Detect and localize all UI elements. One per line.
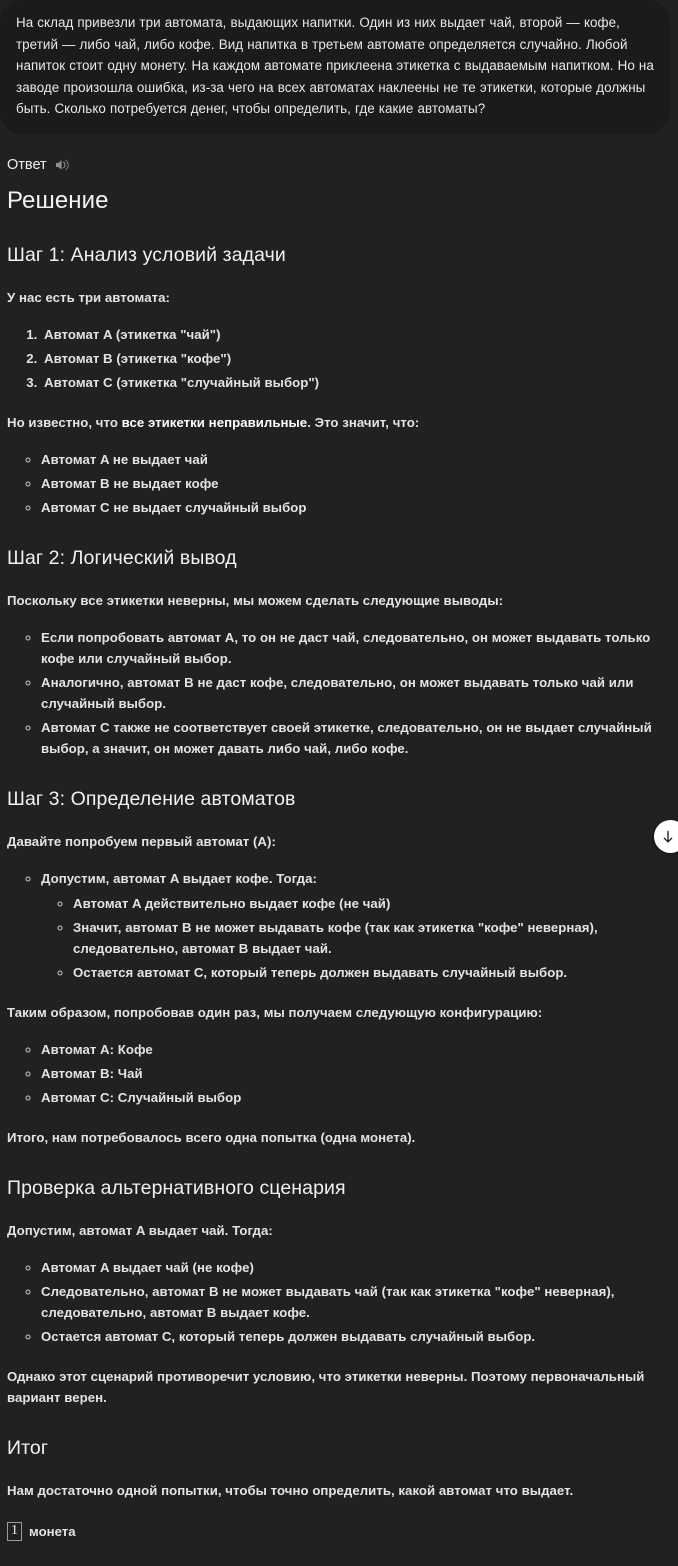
list-item: ◦ Автомат B: Чай — [41, 1063, 671, 1084]
list-item: ◦ Автомат C также не соответствует своей этикетке, следовательно, он не выдает случайный выбор, а значит, он может давать либо чай, либо кофе. — [41, 717, 671, 759]
list-item: ◦ Автомат C не выдает случайный выбор — [41, 497, 671, 518]
list-item: ◦ Остается автомат C, который теперь должен выдавать случайный выбор. — [73, 962, 671, 983]
step1-intro: У нас есть три автомата: — [7, 289, 170, 305]
configuration-list — [7, 1039, 671, 1108]
heading-alternative: Проверка альтернативного сценария — [7, 1176, 346, 1199]
user-question-text: На склад привезли три автомата, выдающих напитки. Один из них выдает чай, второй — кофе, третий — либо чай, либо кофе. Вид напитка в третьем автомате определяется случайно. Любой напиток стоит одну монету. На каждом автомате приклеена этикетка с выдаваемым напитком. Но на заводе произошла ошибка, из-за чего на всех автоматах наклеены не те этикетки, которые должны быть. Сколько потребуется денег, чтобы определить, где какие автоматы? — [16, 15, 654, 116]
known-prefix: Но известно, что — [7, 414, 122, 430]
known-suffix: . Это значит, что: — [307, 414, 420, 430]
heading-step-3: Шаг 3: Определение автоматов — [7, 787, 296, 810]
labels-wrong-paragraph — [7, 412, 671, 433]
arrow-down-icon — [665, 828, 677, 846]
boxed-value: 1 — [7, 1522, 22, 1541]
step3-intro: Давайте попробуем первый автомат (A): — [7, 833, 276, 849]
step3-conclusion-intro: Таким образом, попробовав один раз, мы получаем следующую конфигурацию: — [7, 1004, 543, 1020]
list-item: ◦ Автомат A выдает чай (не кофе) — [41, 1257, 671, 1278]
list-item: ◦ Автомат C: Случайный выбор — [41, 1087, 671, 1108]
alternative-contradiction: Однако этот сценарий противоречит условию, что этикетки неверны. Поэтому первоначальный вариант верен. — [7, 1368, 645, 1405]
user-message-bubble — [0, 0, 670, 134]
step3-sub-list — [41, 893, 671, 983]
list-item: ◦ Автомат A не выдает чай — [41, 449, 671, 470]
step2-intro: Поскольку все этикетки неверны, мы можем сделать следующие выводы: — [7, 592, 504, 608]
boxed-unit: монета — [29, 1523, 76, 1539]
list-item: ◦ Значит, автомат B не может выдавать кофе (так как этикетка "кофе" неверная), следовательно, автомат B выдает чай. — [73, 917, 671, 959]
speaker-icon[interactable] — [54, 156, 72, 174]
assumption-text: Допустим, автомат A выдает кофе. Тогда: — [41, 870, 317, 886]
list-item: ◦ Если попробовать автомат A, то он не даст чай, следовательно, он может выдавать только кофе или случайный выбор. — [41, 627, 671, 669]
list-item: 1. Автомат A (этикетка "чай") — [41, 324, 671, 345]
assistant-answer-body — [0, 186, 678, 1542]
summary-text: Нам достаточно одной попытки, чтобы точно определить, какой автомат что выдает. — [7, 1482, 574, 1498]
known-bold: все этикетки неправильные — [121, 414, 308, 430]
list-item — [41, 868, 671, 983]
final-answer — [7, 1521, 671, 1542]
list-item: ◦ Автомат B не выдает кофе — [41, 473, 671, 494]
alternative-list — [7, 1257, 671, 1347]
step3-total: Итого, нам потребовалось всего одна попытка (одна монета). — [7, 1129, 416, 1145]
list-item: ◦ Автомат A: Кофе — [41, 1039, 671, 1060]
list-item: ◦ Следовательно, автомат B не может выдавать чай (так как этикетка "кофе" неверная), следовательно, автомат B выдает кофе. — [41, 1281, 671, 1323]
alternative-assumption: Допустим, автомат A выдает чай. Тогда: — [7, 1222, 273, 1238]
list-item: 3. Автомат C (этикетка "случайный выбор") — [41, 372, 671, 393]
machines-list — [7, 324, 671, 393]
step3-assumption-list — [7, 868, 671, 983]
answer-header — [0, 134, 678, 174]
list-item: 2. Автомат B (этикетка "кофе") — [41, 348, 671, 369]
heading-step-2: Шаг 2: Логический вывод — [7, 546, 237, 569]
answer-title: Решение — [7, 186, 109, 214]
list-item: ◦ Остается автомат C, который теперь должен выдавать случайный выбор. — [41, 1326, 671, 1347]
list-item: ◦ Автомат A действительно выдает кофе (не чай) — [73, 893, 671, 914]
answer-label: Ответ — [7, 156, 47, 173]
heading-step-1: Шаг 1: Анализ условий задачи — [7, 243, 286, 266]
facts-list — [7, 449, 671, 518]
heading-summary: Итог — [7, 1436, 49, 1459]
deductions-list — [7, 627, 671, 759]
list-item: ◦ Аналогично, автомат B не даст кофе, следовательно, он может выдавать только чай или случайный выбор. — [41, 672, 671, 714]
